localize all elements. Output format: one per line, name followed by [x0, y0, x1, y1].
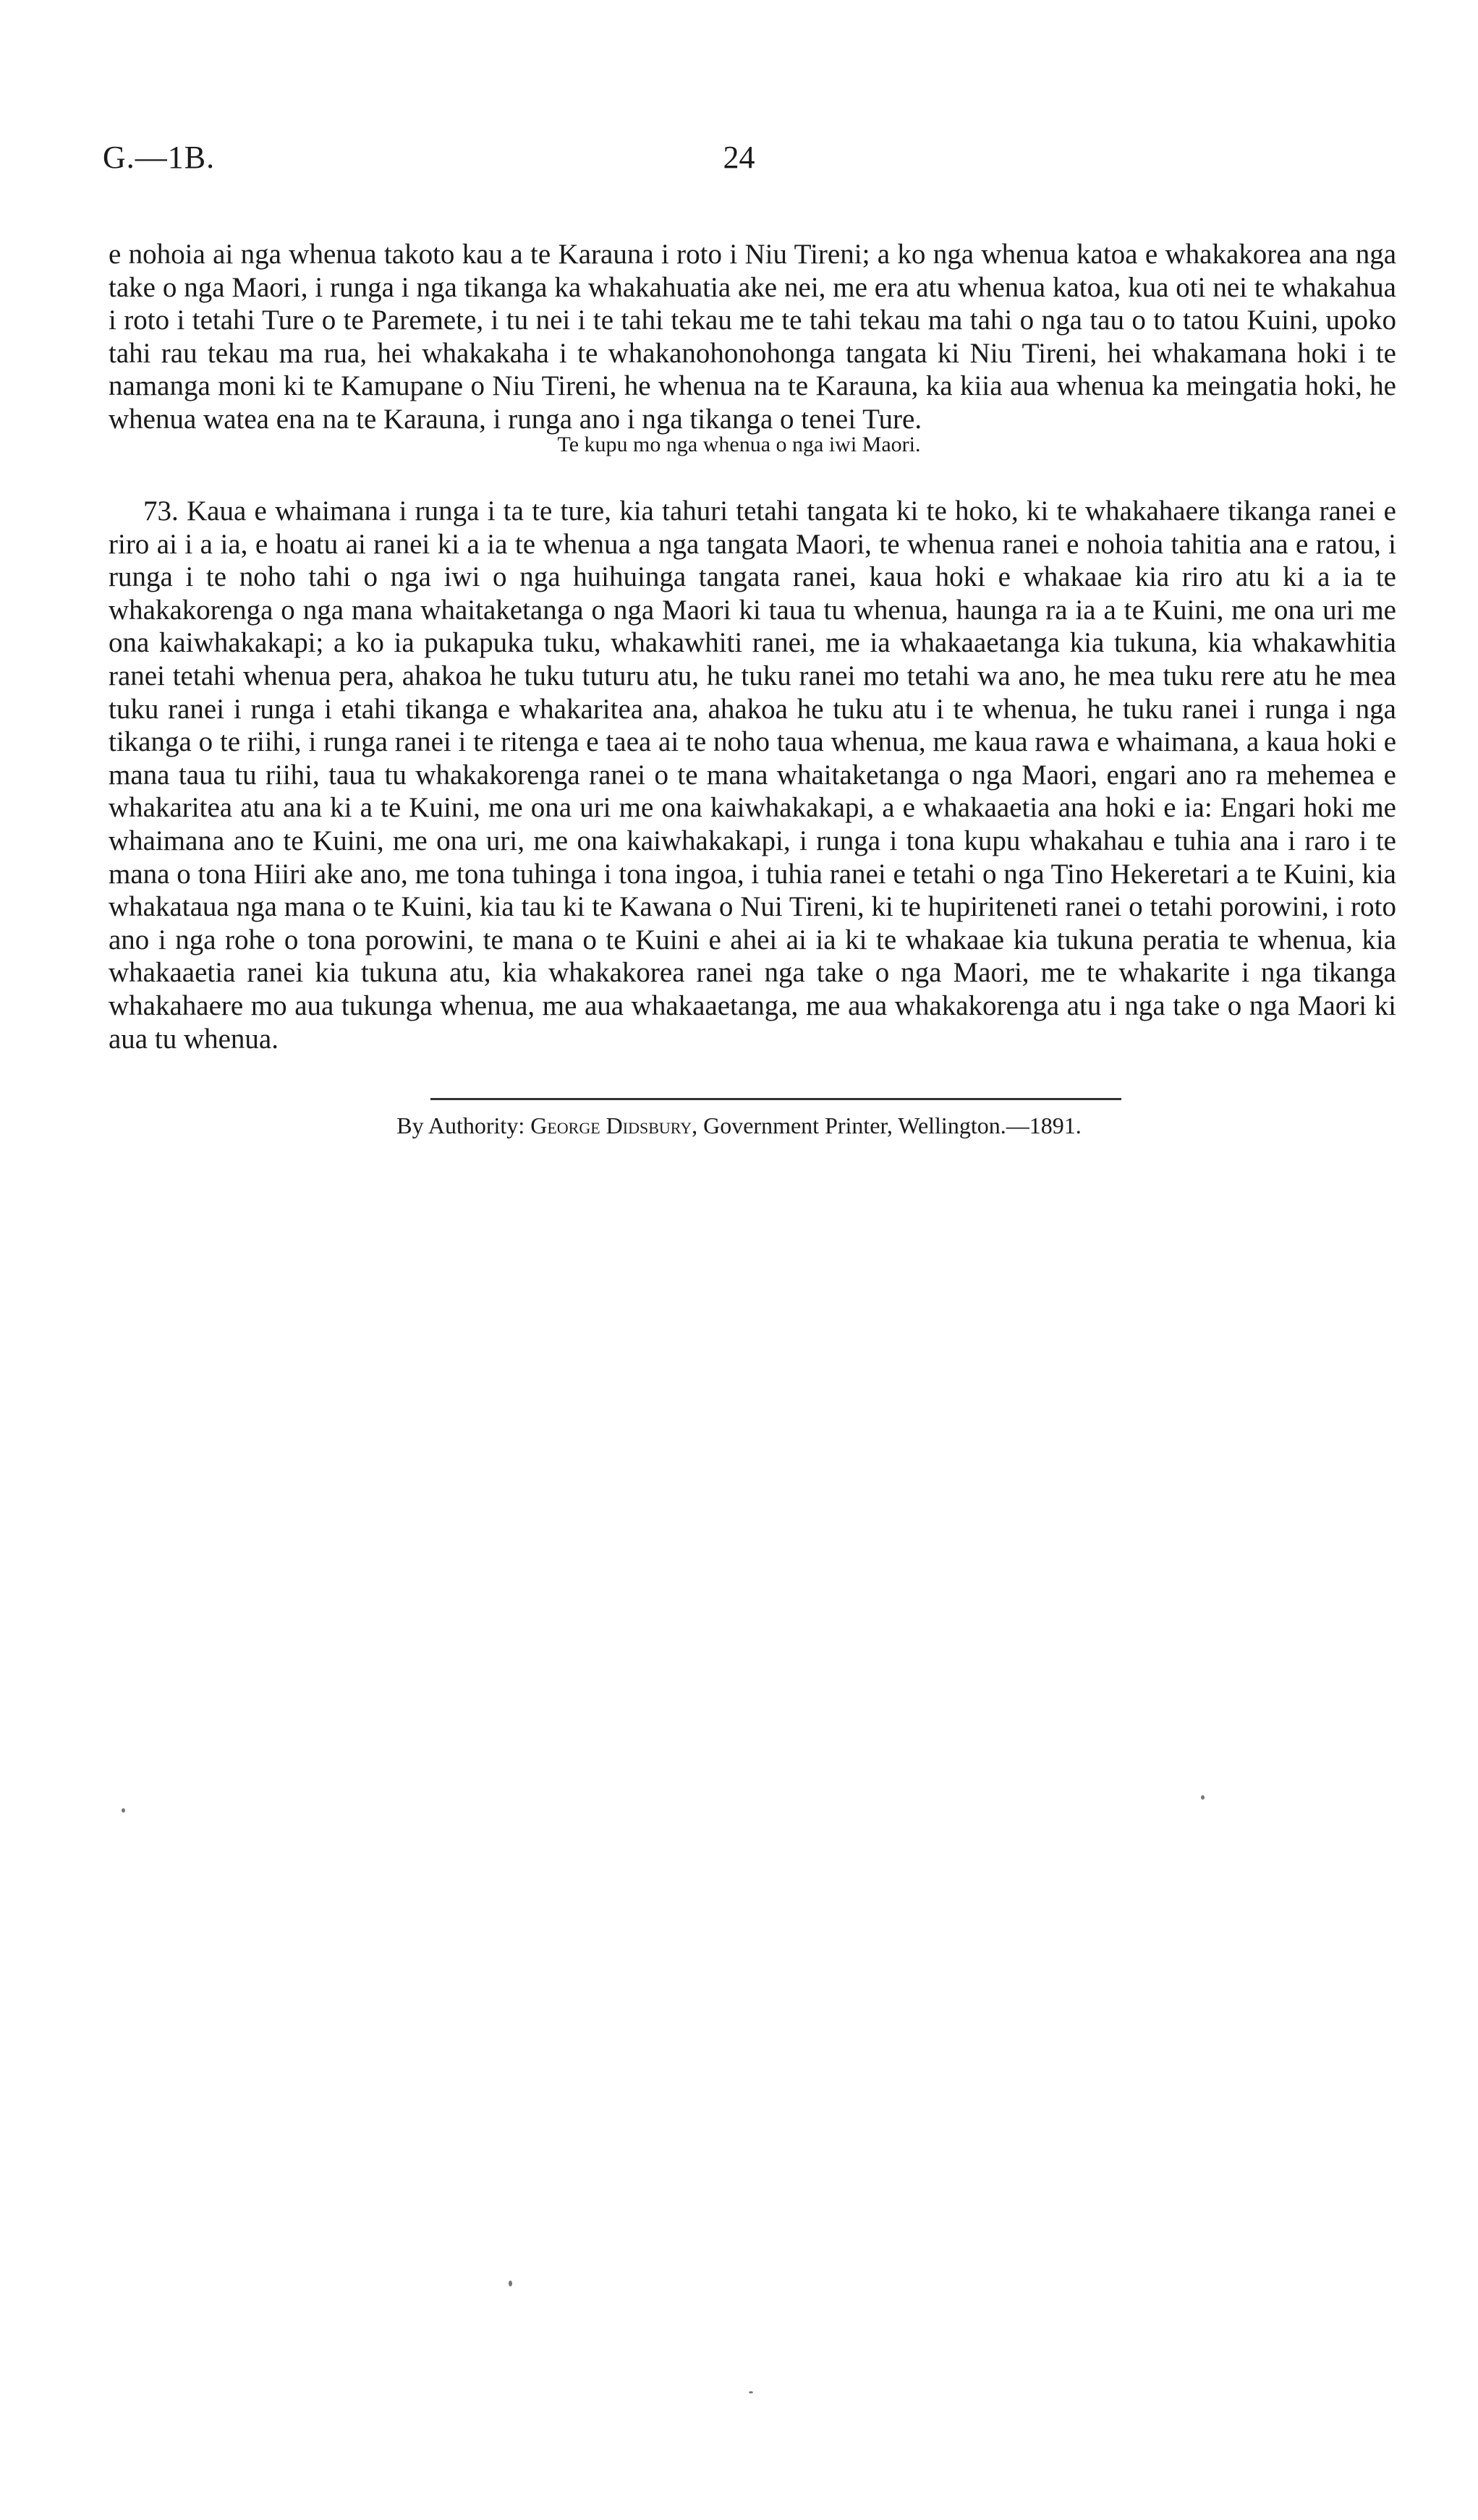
paragraph-continued: e nohoia ai nga whenua takoto kau a te Karauna i roto i Niu Tireni; a ko nga whenua katoa e whakakorea ana nga take o nga Maori, i runga i nga tikanga ka whakahuatia ake nei, me era atu whenua katoa, kua oti nei te whakahua i roto i tetahi Ture o te Paremete, i tu nei i te tahi tekau me te tahi tekau ma tahi o nga tau o to tatou Kuini, upoko tahi rau tekau ma rua, hei whakakaha i te whakanohonohonga tangata ki Niu Tireni, hei whakamana hoki i te namanga moni ki te Kamupane o Niu Tireni, he whenua na te Karauna, ka kiia aua whenua ka meingatia hoki, he whenua watea ena na te Karauna, i runga ano i nga tikanga o tenei Ture. [109, 239, 1396, 435]
paper-speck [749, 2391, 753, 2393]
imprint-prefix: By Authority: [396, 1112, 525, 1138]
document-reference: G.—1B. [103, 140, 216, 175]
section-subheading: Te kupu mo nga whenua o nga iwi Maori. [557, 433, 921, 456]
paragraph-section-73: 73. Kaua e whaimana i runga i ta te ture, kia tahuri tetahi tangata ki te hoko, ki te whakahaere tikanga ranei e riro ai i a ia, e hoatu ai ranei ki a ia te whenua a nga tangata Maori, te whenua ranei e nohoia tahitia ana e ratou, i runga i te noho tahi o nga iwi o nga huihuinga tangata ranei, kaua hoki e whakaae kia riro atu ki a ia te whakakorenga o nga mana whaitaketanga o nga Maori ki taua tu whenua, haunga ra ia a te Kuini, me ona uri me ona kaiwhakakapi; a ko ia pukapuka tuku, whakawhiti ranei, me ia whakaaetanga kia tukuna, kia whakawhitia ranei tetahi whenua pera, ahakoa he tuku tuturu atu, he tuku ranei mo tetahi wa ano, he mea tuku rere atu he mea tuku ranei i runga i etahi tikanga e whakaritea ana, ahakoa he tuku atu i te whenua, he tuku ranei i runga i nga tikanga o te riihi, i runga ranei i te ritenga e taea ai te noho taua whenua, me kaua rawa e whaimana, a kaua hoki e mana taua tu riihi, taua tu whakakorenga ranei o te mana whaitaketanga o nga Maori, engari ano ra mehemea e whakaritea atu ana ki a te Kuini, me ona uri me ona kaiwhakakapi, a e whakaaetia ana hoki e ia: Engari hoki me whaimana ano te Kuini, me ona uri, me ona kaiwhakakapi, i runga i tona kupu whakahau e tuhia ana i raro i te mana o tona Hiiri ake ano, me tona tuhinga i tona ingoa, i tuhia ranei e tetahi o nga Tino Hekeretari a te Kuini, kia whakataua nga mana o te Kuini, kia tau ki te Kawana o Nui Tireni, ki te hupiriteneti ranei o tetahi porowini, i roto ano i nga rohe o tona porowini, te mana o te Kuini e ahei ai ia ki te whakaae kia tukuna peratia te whenua, kia whakaaetia ranei kia tukuna atu, kia whakakorea ranei nga take o nga Maori, me te whakarite i nga tikanga whakahaere mo aua tukunga whenua, me aua whakaaetanga, me aua whakakorenga atu i nga take o nga Maori ki aua tu whenua. [109, 495, 1396, 1055]
divider-rule [430, 1098, 1121, 1100]
page-number: 24 [723, 140, 755, 175]
paper-speck [509, 2281, 512, 2286]
imprint-suffix: , Government Printer, Wellington.—1891. [692, 1112, 1082, 1138]
paper-speck [1201, 1795, 1205, 1800]
printer-name: George Didsbury [530, 1112, 692, 1138]
printer-imprint [0, 1112, 1478, 1139]
paper-speck [122, 1808, 125, 1813]
